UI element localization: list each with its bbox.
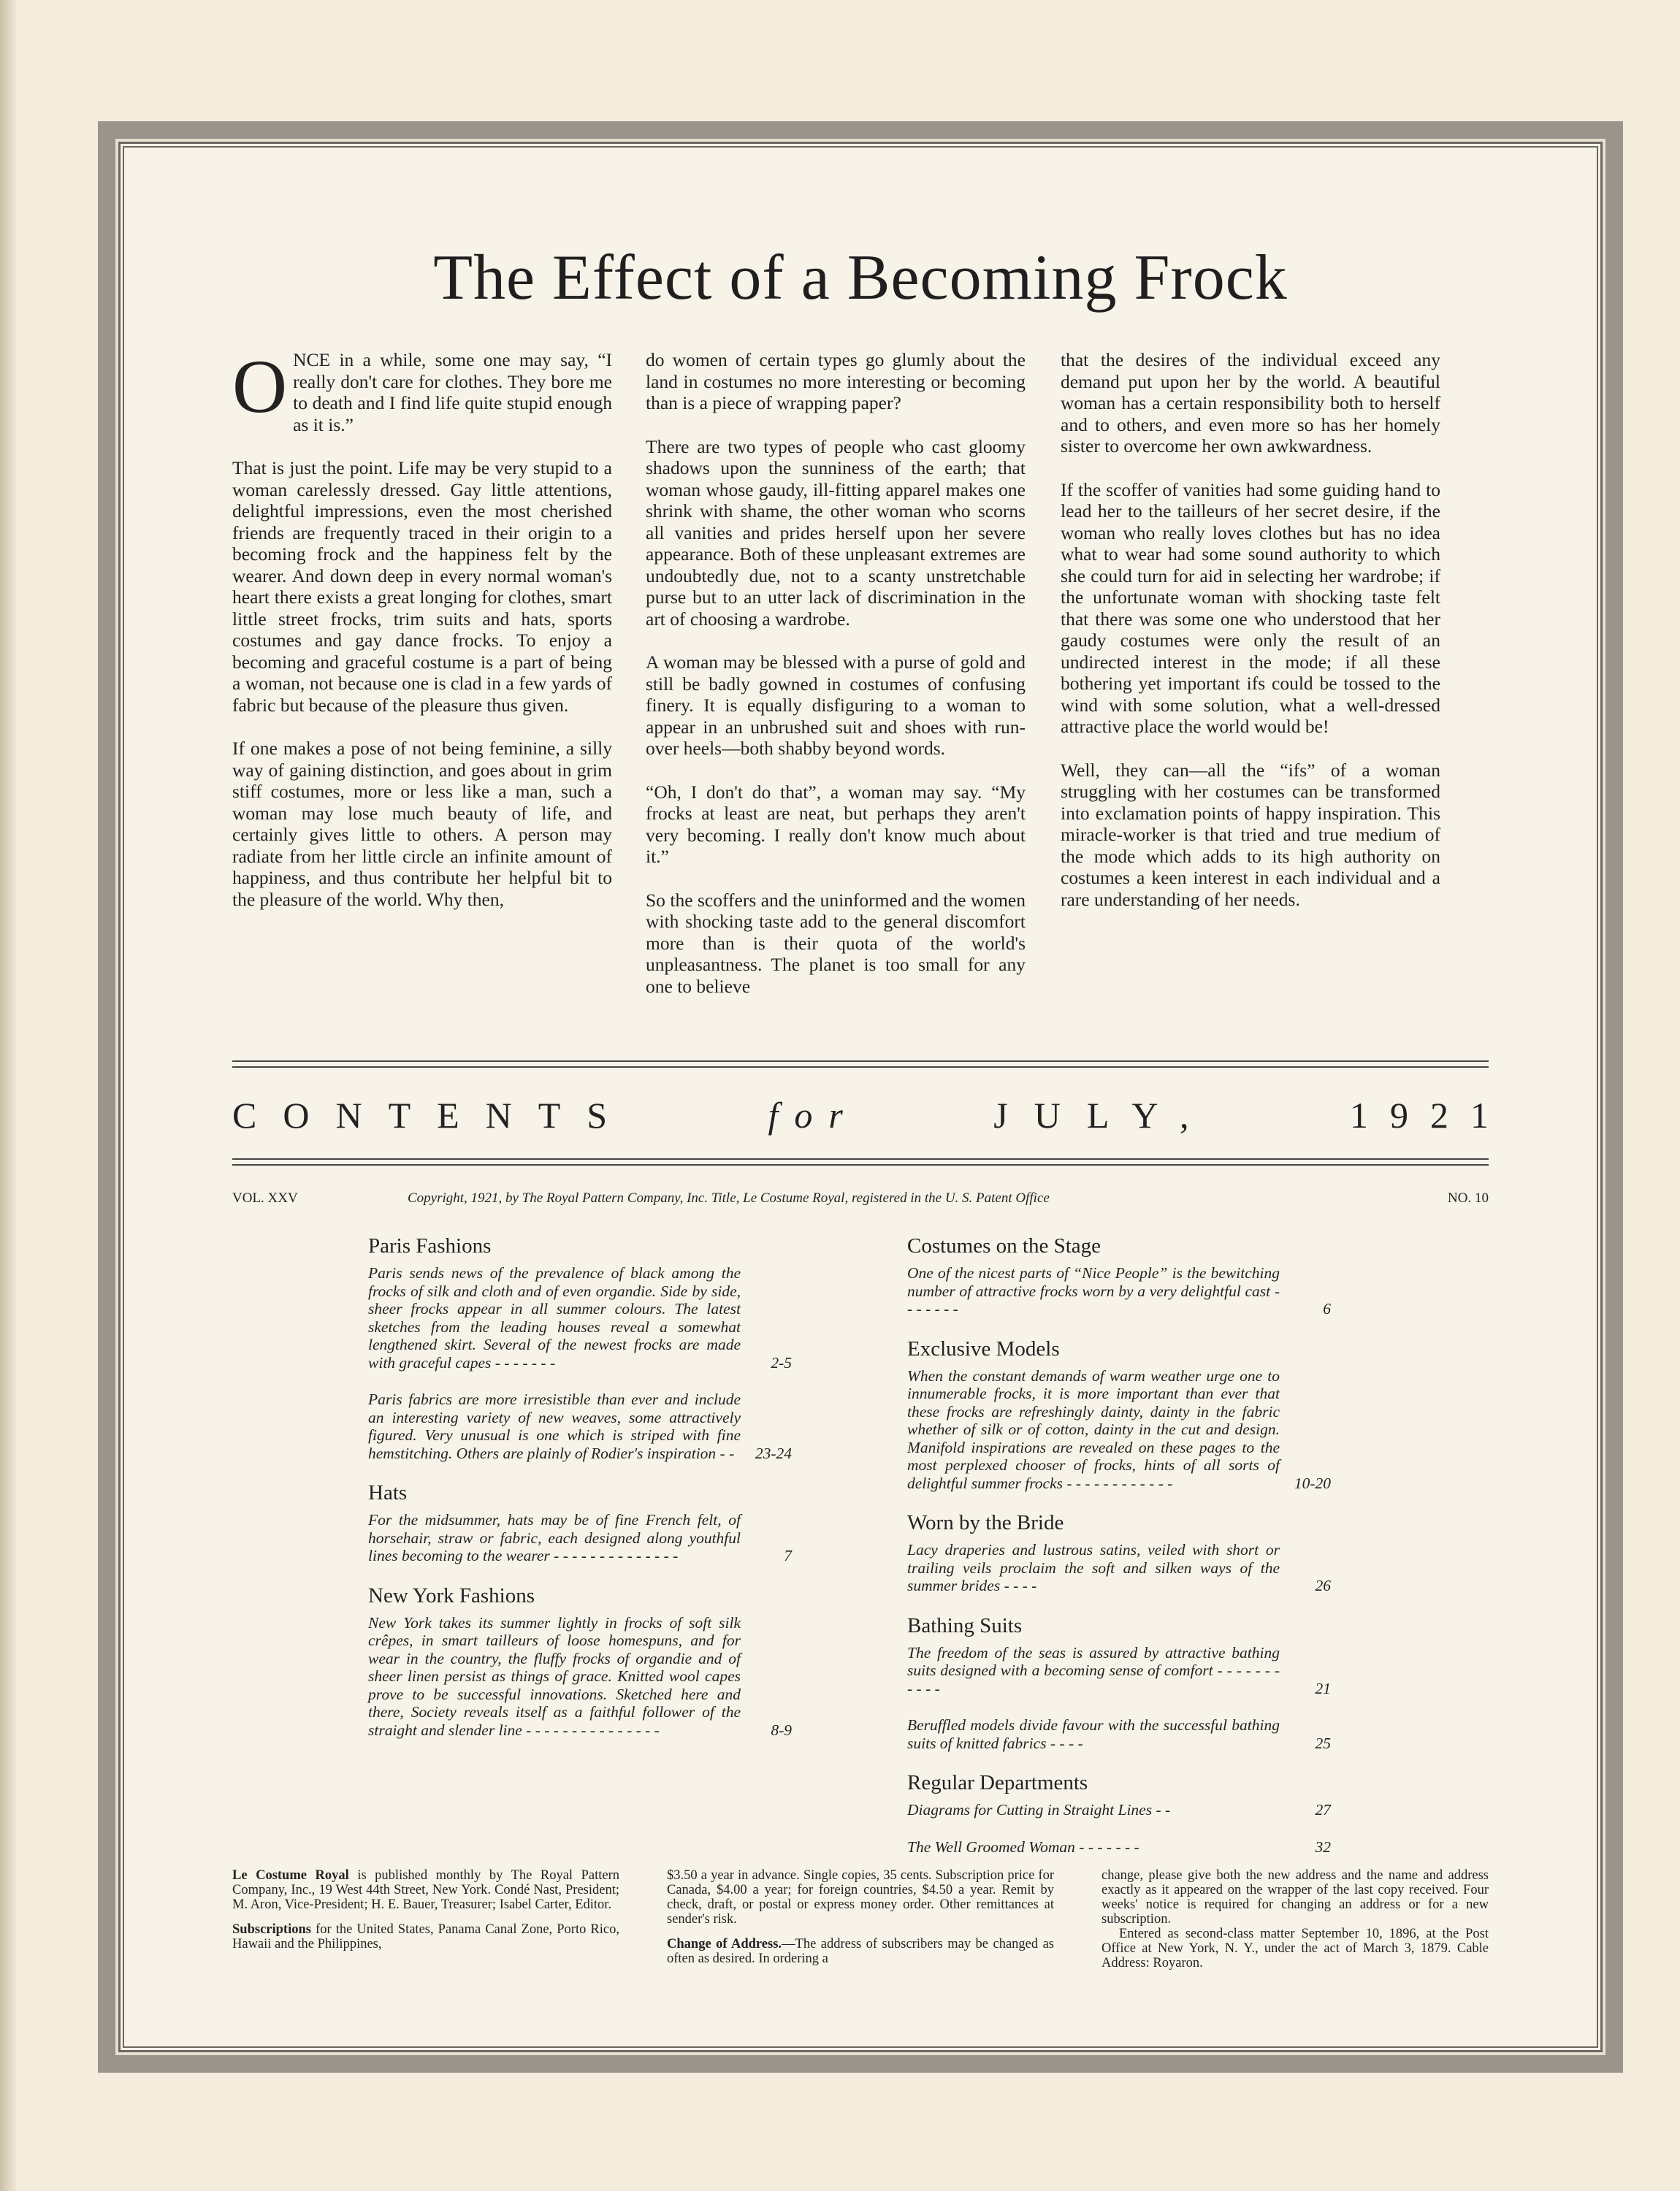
contents-entry-text: For the midsummer, hats may be of fine French felt, of horsehair, straw or fabric, each designed along youthful lines becoming to the wearer - - - - - - - - - - - - - - — [368, 1511, 741, 1564]
contents-section-title: Worn by the Bride — [907, 1511, 1064, 1534]
contents-entry — [907, 1264, 1331, 1318]
contents-entry — [907, 1541, 1331, 1595]
page-frame — [98, 121, 1623, 2073]
contents-page-number: 23-24 — [755, 1444, 792, 1462]
notice-column-2: $3.50 a year in advance. Single copies, 35 cents. Subscription price for Canada, $4.00 a year; for foreign countries, $4.50 a year. Remit by check, draft, or postal or express money order. Other remittances at sender's risk. Change of Address.—The address of subscribers may be changed as often as desired. In ordering a — [667, 1868, 1054, 1966]
contents-page-number: 27 — [1315, 1801, 1331, 1819]
article-paragraph: There are two types of people who cast gloomy shadows upon the sunniness of the earth; that woman whose gaudy, ill-fitting apparel makes one shrink with shame, the other woman who scorns all vanities and prides herself upon her severe appearance. Both of these unpleasant extremes are undoubtedly due, not to a scanty unstretchable purse but to an utter lack of discrimination in the art of choosing a wardrobe. — [646, 435, 1026, 630]
volume-label: VOL. XXV — [232, 1190, 298, 1206]
contents-month: JULY, — [993, 1095, 1215, 1136]
contents-page-number: 21 — [1315, 1679, 1331, 1697]
article-paragraph: that the desires of the individual exceed any demand put upon her by the world. A beautiful woman has a certain responsibility both to herself and to others, and even more so has her homely sister to overcome her own awkwardness. — [1061, 349, 1440, 456]
copyright-line: Copyright, 1921, by The Royal Pattern Company, Inc. Title, Le Costume Royal, registered in the U. S. Patent Office — [408, 1190, 1050, 1206]
contents-section — [368, 1234, 792, 1462]
contents-entry-text: When the constant demands of warm weather urge one to innumerable frocks, it is more important than ever that these frocks are refreshingly dainty, dainty in the fabric whether of silk or of cotton, dainty in the cut and design. Manifold inspirations are revealed on these pages to the most perplexed chooser of frocks, hints of all sorts of delightful summer frocks - - - - - - - - - - - - — [907, 1366, 1280, 1492]
binding-edge — [0, 0, 16, 2191]
contents-page-number: 6 — [1323, 1300, 1331, 1318]
contents-word: CONTENTS — [232, 1095, 634, 1136]
contents-entry — [368, 1264, 792, 1372]
contents-section — [368, 1481, 792, 1565]
contents-section-title: Paris Fashions — [368, 1234, 492, 1258]
article-paragraph: That is just the point. Life may be very stupid to a woman carelessly dressed. Gay little attentions, delightful impressions, even the most cherished friends are frequently traced in their origin to a becoming frock and the happiness felt by the wearer. And down deep in every normal woman's heart there exists a great longing for clothes, smart little street frocks, trim suits and hats, sports costumes and gay dance frocks. To enjoy a becoming and graceful costume is a part of being a woman, not because one is clad in a few yards of fabric but because of the pleasure thus given. — [232, 457, 612, 716]
contents-entry-text: The Well Groomed Woman - - - - - - - — [907, 1838, 1139, 1856]
contents-entry — [907, 1801, 1331, 1819]
contents-section — [368, 1584, 792, 1740]
article-title: The Effect of a Becoming Frock — [433, 242, 1288, 313]
contents-entry — [368, 1614, 792, 1740]
divider-bottom — [232, 1158, 1489, 1166]
contents-page-number: 10-20 — [1294, 1474, 1331, 1492]
contents-page-number: 26 — [1315, 1577, 1331, 1594]
article-paragraph: If the scoffer of vanities had some guiding hand to lead her to the tailleurs of her secret desire, if the woman who really loves clothes but has no idea what to wear had some sound authority to which she could turn for aid in selecting her wardrobe; if the unfortunate woman with shocking taste felt that there was some one who understood that her gaudy costumes were only the result of an undirected interest in the mode; if all these bothering yet important ifs could be tossed to the wind with some solution, what a well-dressed attractive place the world would be! — [1061, 478, 1440, 737]
contents-entry — [907, 1716, 1331, 1752]
contents-entry-text: New York takes its summer lightly in frocks of soft silk crêpes, in smart tailleurs of loose homespuns, and for wear in the country, the fluffy frocks of organdie and of sheer linen persist as things of grace. Knitted wool capes prove to be successful innovations. Sketched here and there, Society reveals itself as a faithful follower of the straight and slender line - - - - - - - - - - - - - - - — [368, 1613, 741, 1739]
contents-year: 1921 — [1349, 1095, 1511, 1136]
contents-section-title: Regular Departments — [907, 1771, 1088, 1794]
contents-entry — [368, 1391, 792, 1462]
article-body — [232, 345, 1489, 1152]
contents-section-title: Exclusive Models — [907, 1337, 1060, 1361]
contents-section-title: Hats — [368, 1481, 408, 1504]
contents-section-title: Bathing Suits — [907, 1613, 1023, 1637]
contents-section — [907, 1511, 1331, 1595]
contents-entry-text: Lacy draperies and lustrous satins, veiled with short or trailing veils proclaim the soft and silken ways of the summer brides - - - - — [907, 1541, 1280, 1594]
contents-section — [907, 1771, 1331, 1856]
contents-page-number: 2-5 — [771, 1353, 792, 1372]
contents-entry-text: Beruffled models divide favour with the successful bathing suits of knitted fabrics - - - - — [907, 1716, 1280, 1752]
article-paragraph: So the scoffers and the uninformed and the women with shocking taste add to the general discomfort more than is their quota of the world's unpleasantness. The planet is too small for any one to believe — [646, 889, 1026, 997]
issue-number: NO. 10 — [1448, 1190, 1489, 1206]
article-column-2 — [646, 349, 1026, 1019]
contents-entry-text: One of the nicest parts of “Nice People” is the bewitching number of attractive frocks worn by a very delightful cast - - - - - - - — [907, 1264, 1280, 1318]
contents-entry — [907, 1644, 1331, 1698]
contents-section-title: Costumes on the Stage — [907, 1234, 1101, 1258]
article-paragraph: do women of certain types go glumly about the land in costumes no more interesting or becoming than is a piece of wrapping paper? — [646, 349, 1026, 413]
contents-entry-text: Paris fabrics are more irresistible than ever and include an interesting variety of new weaves, some attractively figured. Very unusual is one which is striped with fine hemstitching. Others are plainly of Rodier's inspiration - - — [368, 1391, 741, 1462]
contents-entry — [907, 1367, 1331, 1493]
article-paragraph: If one makes a pose of not being feminine, a silly way of gaining distinction, and goes about in grim stiff costumes, more or less like a man, such a woman may lose much beauty of life, and certainly gives little to others. A person may radiate from her little circle an infinite amount of happiness, and thus contribute her helpful bit to the pleasure of the world. Why then, — [232, 738, 612, 910]
drop-cap: O — [232, 345, 288, 429]
contents-entry-text: Diagrams for Cutting in Straight Lines - - — [907, 1801, 1171, 1819]
notice-column-3: change, please give both the new address and the name and address exactly as it appeared on the wrapper of the last copy received. Four weeks' notice is required for changing an address or for a new subscription. Entered as second-class matter September 10, 1896, at the Post Office at New York, N. Y., under the act of March 3, 1879. Cable Address: Royaron. — [1101, 1868, 1489, 1970]
article-paragraph: “Oh, I don't do that”, a woman may say. “My frocks at least are neat, but perhaps they aren't very becoming. I really don't know much about it.” — [646, 781, 1026, 867]
contents-page-number: 7 — [784, 1547, 792, 1564]
contents-page-number: 32 — [1315, 1838, 1331, 1856]
contents-entry — [368, 1511, 792, 1565]
article-paragraph: ONCE in a while, some one may say, “I really don't care for clothes. They bore me to death and I find life quite stupid enough as it is.” — [232, 345, 612, 435]
article-column-3 — [1061, 349, 1440, 932]
contents-section — [907, 1337, 1331, 1493]
contents-heading — [232, 1094, 1511, 1136]
contents-section-title: New York Fashions — [368, 1583, 535, 1607]
article-paragraph: A woman may be blessed with a purse of gold and still be badly gowned in costumes of confusing finery. It is equally disfiguring to a woman to appear in an unbrushed suit and shoes with run-over heels—both shabby beyond words. — [646, 651, 1026, 759]
contents-page-number: 8-9 — [771, 1721, 792, 1739]
contents-section — [907, 1234, 1331, 1318]
contents-entry-text: Paris sends news of the prevalence of black among the frocks of silk and cloth and of even organdie. Side by side, sheer frocks appear in all summer colours. The latest sketches from the leading houses reveal a somewhat lengthened skirt. Several of the newest frocks are made with graceful capes - - - - - - - — [368, 1264, 741, 1372]
contents-left-column — [368, 1234, 792, 1758]
contents-section — [907, 1614, 1331, 1753]
article-column-1 — [232, 345, 612, 932]
contents-entry — [907, 1838, 1331, 1857]
contents-page-number: 25 — [1315, 1734, 1331, 1752]
notice-column-1: Le Costume Royal is published monthly by The Royal Pattern Company, Inc., 19 West 44th Street, New York. Condé Nast, President; M. Aron, Vice-President; H. E. Bauer, Treasurer; Isabel Carter, Editor. Subscriptions for the United States, Panama Canal Zone, Porto Rico, Hawaii and the Philippines, — [232, 1868, 619, 1951]
divider-top — [232, 1060, 1489, 1068]
contents-right-column — [907, 1234, 1331, 1875]
contents-for: for — [768, 1095, 859, 1136]
contents-entry-text: The freedom of the seas is assured by attractive bathing suits designed with a becoming sense of comfort - - - - - - - - - - - — [907, 1643, 1280, 1697]
article-paragraph: Well, they can—all the “ifs” of a woman struggling with her costumes can be transformed into exclamation points of happy inspiration. This miracle-worker is that tried and true medium of the mode which adds to its high authority on costumes a keen interest in each individual and a rare understanding of her needs. — [1061, 759, 1440, 910]
